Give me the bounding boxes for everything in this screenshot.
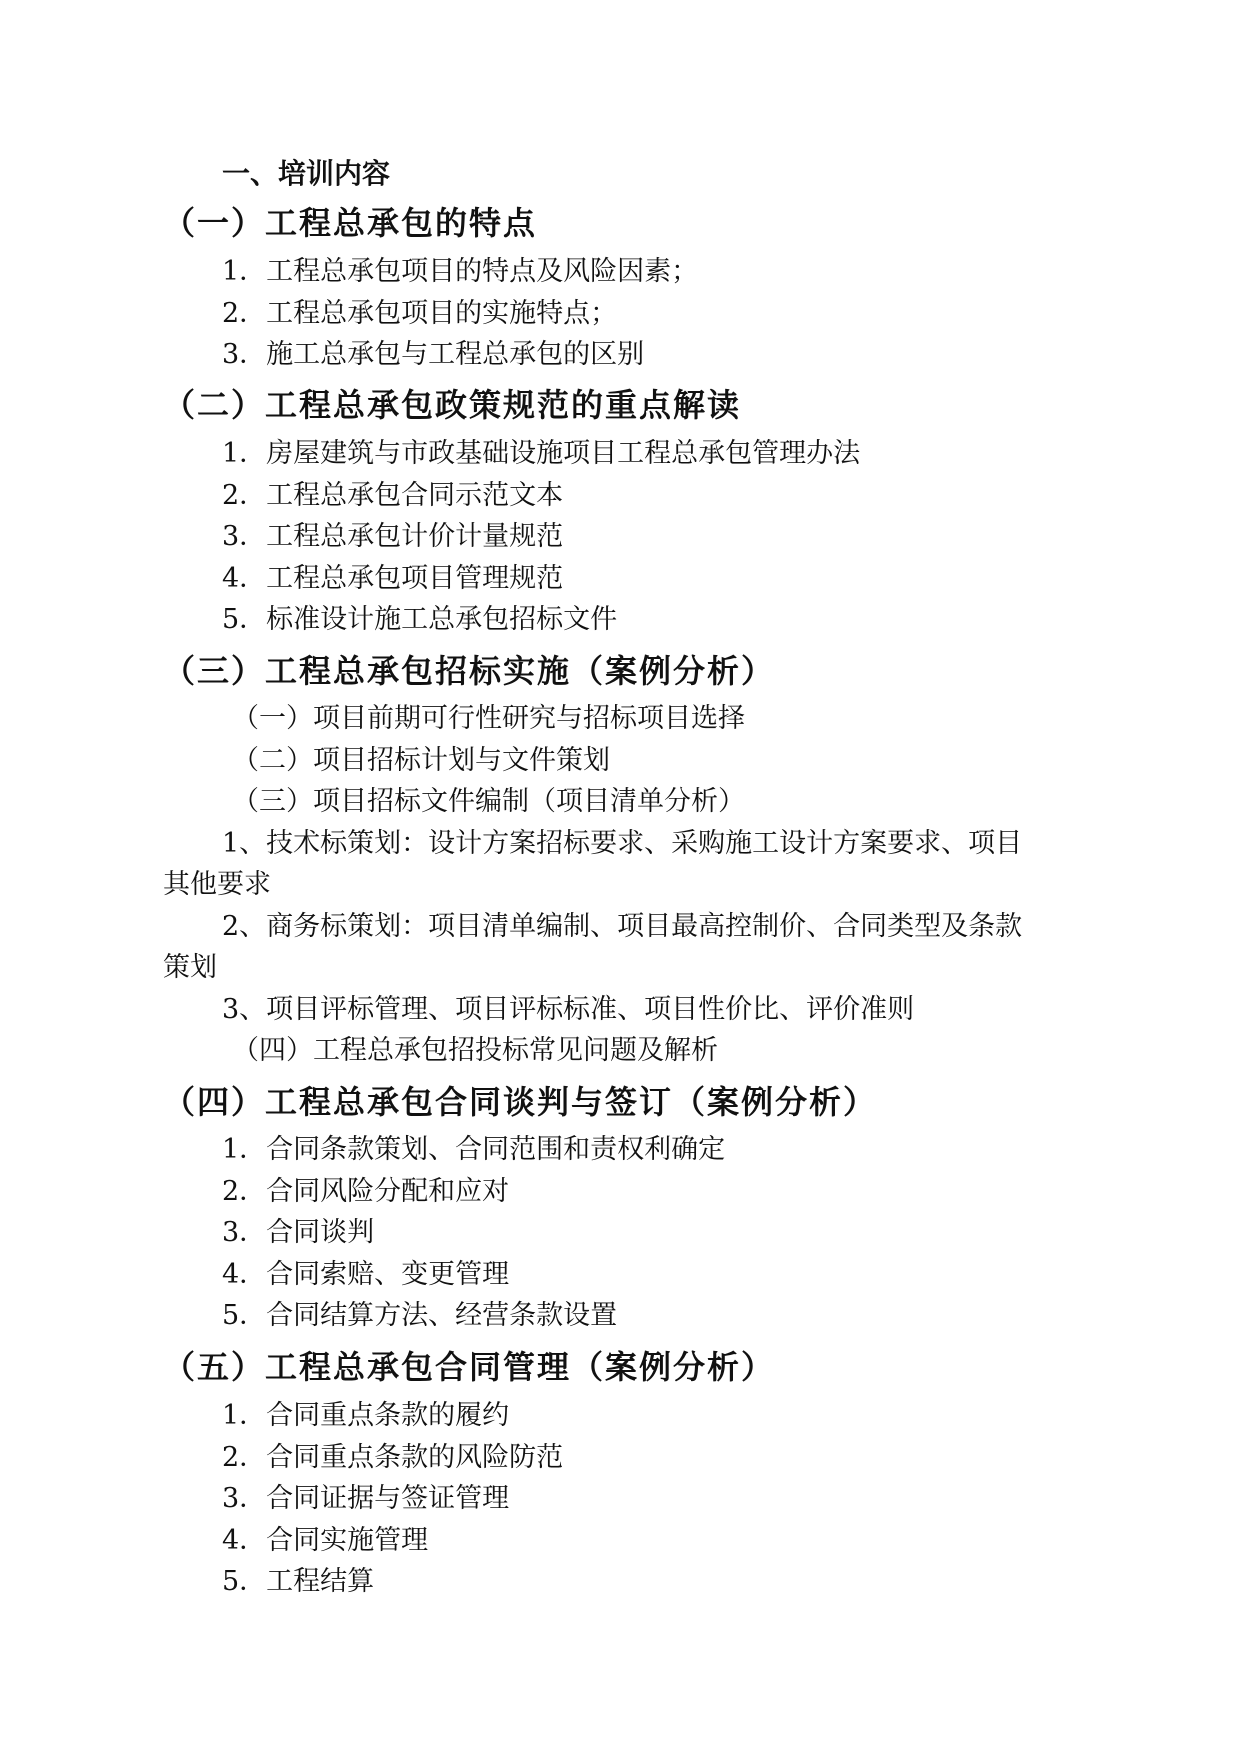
list-item: 1．房屋建筑与市政基础设施项目工程总承包管理办法: [222, 438, 861, 469]
list-item: 5．标准设计施工总承包招标文件: [222, 604, 618, 635]
list-item: 2．合同重点条款的风险防范: [222, 1442, 564, 1473]
list-item: 4．合同实施管理: [222, 1525, 429, 1556]
list-item: 1．合同条款策划、合同范围和责权利确定: [222, 1134, 726, 1165]
list-item: 4．合同索赔、变更管理: [222, 1259, 510, 1290]
list-item: 3．合同证据与签证管理: [222, 1483, 510, 1514]
list-item: 4．工程总承包项目管理规范: [222, 563, 564, 594]
list-item: 2．合同风险分配和应对: [222, 1176, 510, 1207]
page-title: 一、培训内容: [222, 157, 391, 190]
list-item: 1．工程总承包项目的特点及风险因素；: [222, 256, 699, 287]
list-item: 2．工程总承包项目的实施特点；: [222, 298, 618, 329]
paragraph-line: 1、技术标策划：设计方案招标要求、采购施工设计方案要求、项目: [222, 828, 1023, 859]
section-heading-1: （一）工程总承包的特点: [163, 204, 538, 242]
list-item: 2．工程总承包合同示范文本: [222, 480, 564, 511]
section-heading-2: （二）工程总承包政策规范的重点解读: [163, 386, 742, 424]
paragraph-line: 3、项目评标管理、项目评标标准、项目性价比、评价准则: [222, 994, 915, 1025]
list-item: 3．工程总承包计价计量规范: [222, 521, 564, 552]
sub-item: （四）工程总承包招投标常见问题及解析: [232, 1035, 718, 1066]
sub-item: （三）项目招标文件编制（项目清单分析）: [232, 786, 745, 817]
list-item: 3．合同谈判: [222, 1217, 375, 1248]
section-heading-5: （五）工程总承包合同管理（案例分析）: [163, 1348, 776, 1386]
paragraph-continuation: 其他要求: [163, 869, 271, 900]
list-item: 5．工程结算: [222, 1566, 375, 1597]
section-heading-3: （三）工程总承包招标实施（案例分析）: [163, 652, 776, 690]
list-item: 5．合同结算方法、经营条款设置: [222, 1300, 618, 1331]
paragraph-line: 2、商务标策划：项目清单编制、项目最高控制价、合同类型及条款: [222, 911, 1023, 942]
list-item: 3．施工总承包与工程总承包的区别: [222, 339, 645, 370]
sub-item: （一）项目前期可行性研究与招标项目选择: [232, 703, 745, 734]
section-heading-4: （四）工程总承包合同谈判与签订（案例分析）: [163, 1083, 878, 1121]
sub-item: （二）项目招标计划与文件策划: [232, 745, 610, 776]
list-item: 1．合同重点条款的履约: [222, 1400, 510, 1431]
paragraph-continuation: 策划: [163, 952, 217, 983]
